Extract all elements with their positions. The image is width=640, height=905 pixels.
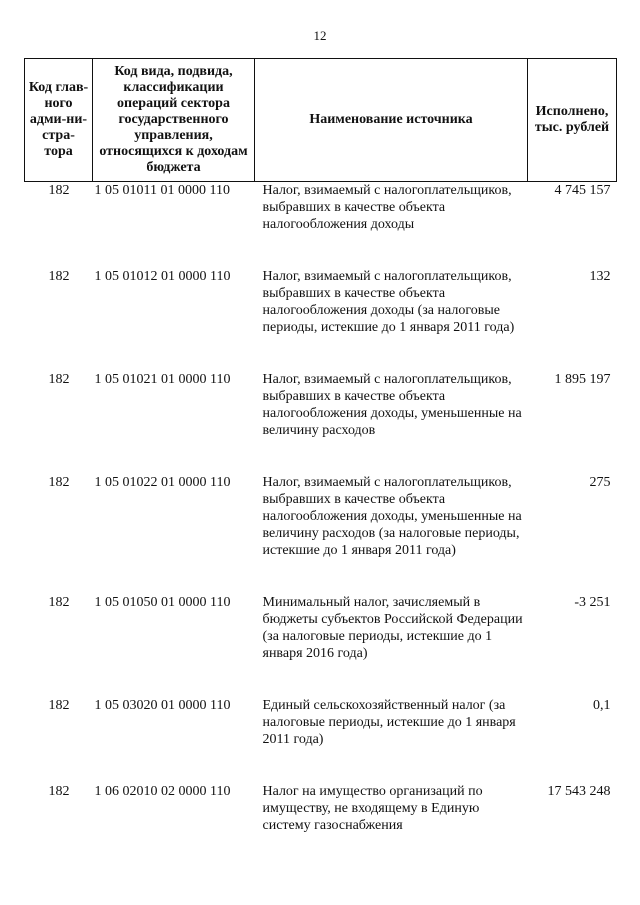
row-revenue-code: 1 05 01021 01 0000 110 xyxy=(94,372,231,387)
table-row xyxy=(25,474,617,594)
header-admin-code: Код глав-ного адми-ни-стра-тора xyxy=(25,59,93,182)
row-executed-amount: 132 xyxy=(589,269,611,284)
row-source-name: Налог, взимаемый с налогоплательщиков, выбравших в качестве объекта налогообложения доходы, уменьшенные на величину расходов (за налоговые периоды, истекшие до 1 января 2011 года) xyxy=(262,475,522,558)
table-header xyxy=(25,59,617,182)
row-admin-code: 182 xyxy=(48,372,70,387)
table-row xyxy=(25,371,617,474)
row-admin-code: 182 xyxy=(48,698,70,713)
table-row xyxy=(25,182,617,269)
table-row xyxy=(25,783,617,834)
row-revenue-code: 1 05 01012 01 0000 110 xyxy=(94,269,231,284)
row-executed-amount: 17 543 248 xyxy=(547,784,611,799)
table-row xyxy=(25,268,617,371)
row-source-name: Единый сельскохозяйственный налог (за налоговые периоды, истекшие до 1 января 2011 года) xyxy=(262,698,516,747)
row-executed-amount: 0,1 xyxy=(593,698,611,713)
row-source-name: Налог, взимаемый с налогоплательщиков, выбравших в качестве объекта налогообложения доходы, уменьшенные на величину расходов xyxy=(262,372,522,438)
row-revenue-code: 1 05 01050 01 0000 110 xyxy=(94,595,231,610)
header-revenue-code: Код вида, подвида, классификации операций сектора государственного управления, относящихся к доходам бюджета xyxy=(93,59,255,182)
row-revenue-code: 1 05 01011 01 0000 110 xyxy=(94,183,230,198)
row-admin-code: 182 xyxy=(48,475,70,490)
header-source-name: Наименование источника xyxy=(255,59,528,182)
row-admin-code: 182 xyxy=(48,595,70,610)
row-admin-code: 182 xyxy=(48,784,70,799)
row-source-name: Налог, взимаемый с налогоплательщиков, выбравших в качестве объекта налогообложения доходы xyxy=(262,183,512,232)
row-admin-code: 182 xyxy=(48,269,70,284)
row-source-name: Минимальный налог, зачисляемый в бюджеты субъектов Российской Федерации (за налоговые периоды, истекшие до 1 января 2016 года) xyxy=(262,595,523,661)
row-admin-code: 182 xyxy=(48,183,70,198)
row-source-name: Налог на имущество организаций по имуществу, не входящему в Единую систему газоснабжения xyxy=(262,784,483,833)
row-revenue-code: 1 05 01022 01 0000 110 xyxy=(94,475,231,490)
table-body xyxy=(25,182,617,835)
row-executed-amount: 1 895 197 xyxy=(554,372,611,387)
row-revenue-code: 1 06 02010 02 0000 110 xyxy=(94,784,231,799)
page-number: 12 xyxy=(313,28,327,43)
revenue-table xyxy=(24,58,617,834)
row-source-name: Налог, взимаемый с налогоплательщиков, выбравших в качестве объекта налогообложения доходы (за налоговые периоды, истекшие до 1 января 2011 года) xyxy=(262,269,515,335)
header-executed: Исполнено, тыс. рублей xyxy=(528,59,617,182)
row-executed-amount: 4 745 157 xyxy=(554,183,611,198)
row-executed-amount: 275 xyxy=(589,475,611,490)
table-row xyxy=(25,697,617,783)
table-row xyxy=(25,594,617,697)
row-revenue-code: 1 05 03020 01 0000 110 xyxy=(94,698,231,713)
row-executed-amount: -3 251 xyxy=(574,595,611,610)
